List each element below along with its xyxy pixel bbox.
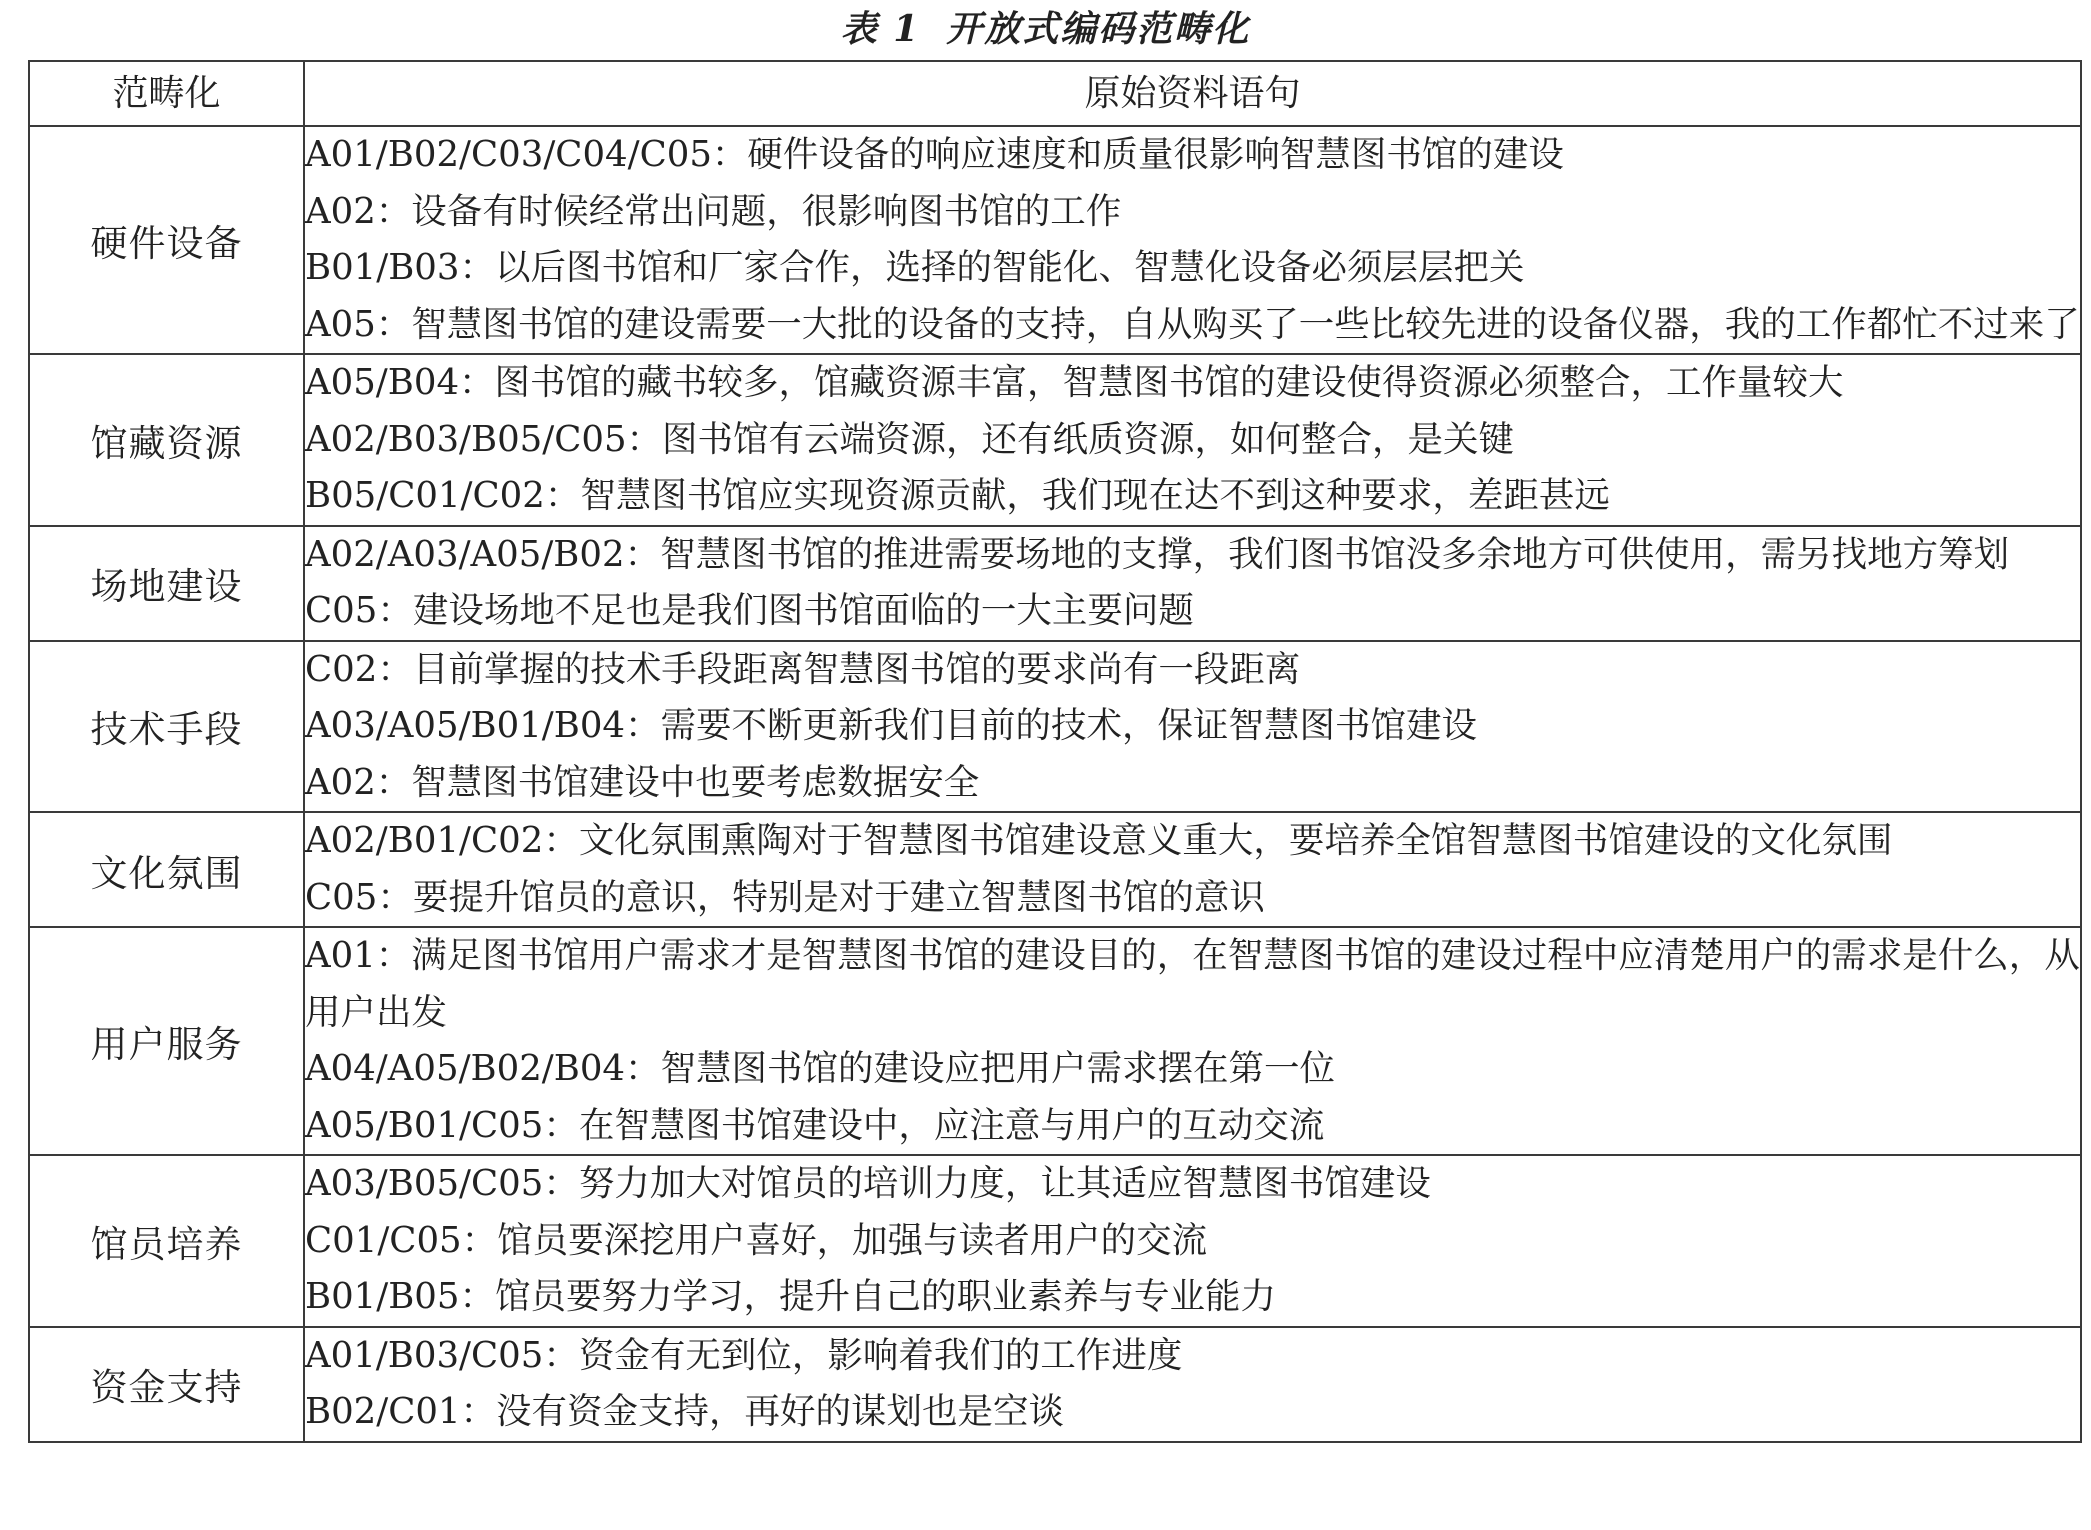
source-line: A02：设备有时候经常出问题，很影响图书馆的工作 (305, 190, 1122, 232)
open-coding-table (28, 60, 2082, 1443)
source-line: A02/B01/C02：文化氛围熏陶对于智慧图书馆建设意义重大，要培养全馆智慧图书馆建设的文化氛围 (305, 820, 1893, 861)
table-row (29, 927, 2081, 1155)
category-cell: 硬件设备 (29, 126, 304, 354)
category-cell: 技术手段 (29, 641, 304, 813)
source-line: A05/B04：图书馆的藏书较多，馆藏资源丰富，智慧图书馆的建设使得资源必须整合，工作量较大 (305, 362, 1844, 403)
source-cell (304, 1327, 2081, 1442)
source-line: A02/B03/B05/C05：图书馆有云端资源，还有纸质资源，如何整合，是关键 (305, 418, 1515, 460)
source-line: B01/B03：以后图书馆和厂家合作，选择的智能化、智慧化设备必须层层把关 (305, 247, 1525, 288)
source-line: A01/B02/C03/C04/C05：硬件设备的响应速度和质量很影响智慧图书馆的建设 (305, 134, 1564, 175)
source-cell (304, 126, 2081, 354)
source-line: A03/B05/C05：努力加大对馆员的培训力度，让其适应智慧图书馆建设 (305, 1163, 1431, 1204)
header-row (29, 61, 2081, 126)
table-row (29, 126, 2081, 354)
table-row (29, 1155, 2081, 1327)
source-cell (304, 812, 2081, 927)
table-row (29, 641, 2081, 813)
watermark (2018, 1468, 2083, 1530)
source-line: A02/A03/A05/B02：智慧图书馆的推进需要场地的支撑，我们图书馆没多余地方可供使用，需另找地方筹划 (305, 533, 2010, 575)
source-cell (304, 1155, 2081, 1327)
table-row (29, 354, 2081, 526)
source-line: A03/A05/B01/B04：需要不断更新我们目前的技术，保证智慧图书馆建设 (305, 705, 1478, 746)
source-line: B05/C01/C02：智慧图书馆应实现资源贡献，我们现在达不到这种要求，差距甚远 (305, 475, 1610, 516)
source-cell (304, 354, 2081, 526)
table-row (29, 812, 2081, 927)
source-cell (304, 927, 2081, 1155)
table-caption (0, 6, 2091, 52)
source-cell (304, 526, 2081, 641)
category-cell: 馆藏资源 (29, 354, 304, 526)
category-cell: 场地建设 (29, 526, 304, 641)
source-line: C01/C05：馆员要深挖用户喜好，加强与读者用户的交流 (305, 1219, 1208, 1261)
source-line: A02：智慧图书馆建设中也要考虑数据安全 (305, 761, 980, 803)
source-line: B01/B05：馆员要努力学习，提升自己的职业素养与专业能力 (305, 1276, 1276, 1317)
source-line: A01：满足图书馆用户需求才是智慧图书馆的建设目的，在智慧图书馆的建设过程中应清楚用户的需求是什么，从用户出发 (305, 935, 2080, 1033)
category-cell: 馆员培养 (29, 1155, 304, 1327)
table-number: 表 1 (840, 8, 921, 50)
header-category: 范畴化 (29, 61, 304, 126)
source-line: A05：智慧图书馆的建设需要一大批的设备的支持，自从购买了一些比较先进的设备仪器，我的工作都忙不过来了 (305, 303, 2080, 345)
source-line: B02/C01：没有资金支持，再好的谋划也是空谈 (305, 1391, 1065, 1432)
header-source: 原始资料语句 (304, 61, 2081, 126)
source-line: A04/A05/B02/B04：智慧图书馆的建设应把用户需求摆在第一位 (305, 1048, 1336, 1089)
category-cell: 用户服务 (29, 927, 304, 1155)
table-title: 开放式编码范畴化 (946, 8, 1251, 50)
table-row (29, 1327, 2081, 1442)
source-line: A05/B01/C05：在智慧图书馆建设中，应注意与用户的互动交流 (305, 1104, 1325, 1146)
source-line: C05：要提升馆员的意识，特别是对于建立智慧图书馆的意识 (305, 876, 1265, 918)
category-cell: 文化氛围 (29, 812, 304, 927)
source-line: A01/B03/C05：资金有无到位，影响着我们的工作进度 (305, 1334, 1183, 1376)
source-cell (304, 641, 2081, 813)
source-line: C05：建设场地不足也是我们图书馆面临的一大主要问题 (305, 590, 1194, 631)
source-line: C02：目前掌握的技术手段距离智慧图书馆的要求尚有一段距离 (305, 648, 1301, 690)
table-row (29, 526, 2081, 641)
category-cell: 资金支持 (29, 1327, 304, 1442)
